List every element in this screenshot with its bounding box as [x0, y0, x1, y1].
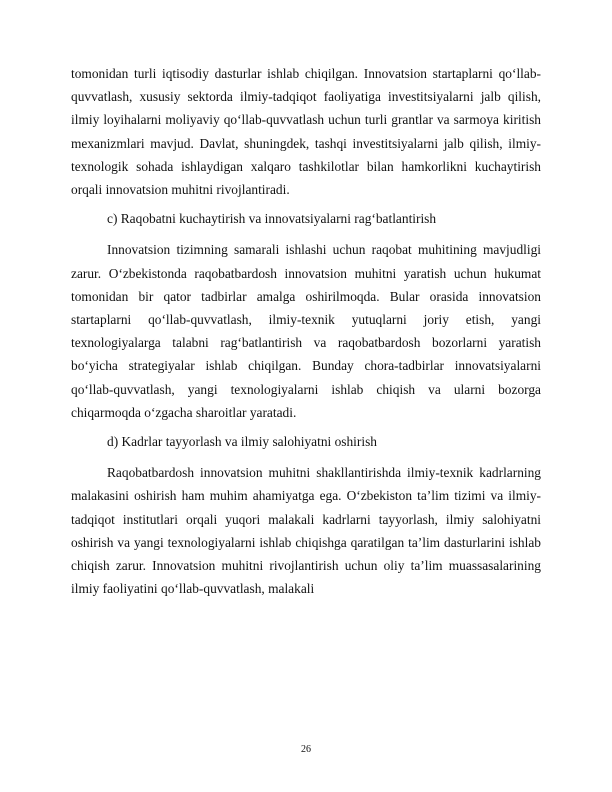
section-heading-c: c) Raqobatni kuchaytirish va innovatsiyalarni rag‘batlantirish	[107, 211, 437, 227]
body-text	[71, 62, 541, 600]
paragraph-competition: Innovatsion tizimning samarali ishlashi uchun raqobat muhitining mavjudligi zarur. O‘zbekistonda raqobatbardosh innovatsion muhitni yaratish uchun hukumat tomonidan bir qator tadbirlar amalga oshirilmoqda. Bular orasida innovatsion startaplarni qo‘llab-quvvatlash, ilmiy-texnik yutuqlarni joriy etish, yangi texnologiyalarga talabni rag‘batlantirish va raqobatbardosh bozorlarni yaratish bo‘yicha strategiyalar ishlab chiqilgan. Bunday chora-tadbirlar innovatsiyalarni qo‘llab-quvvatlash, yangi texnologiyalarni ishlab chiqish va ularni bozorga chiqarmoqda o‘zgacha sharoitlar yaratadi.	[71, 242, 541, 420]
paragraph-intro: tomonidan turli iqtisodiy dasturlar ishlab chiqilgan. Innovatsion startaplarni qo‘llab-quvvatlash, xususiy sektorda ilmiy-tadqiqot faoliyatiga investitsiyalarni jalb qilish, ilmiy loyihalarni moliyaviy qo‘llab-quvvatlash uchun turli grantlar va sarmoya kiritish mexanizmlari mavjud. Davlat, shuningdek, tashqi investitsiyalarni jalb qilish, ilmiy-texnologik sohada ishlaydigan xalqaro tashkilotlar bilan hamkorlikni kuchaytirish orqali innovatsion muhitni rivojlantiradi.	[71, 66, 541, 198]
paragraph-personnel: Raqobatbardosh innovatsion muhitni shakllantirishda ilmiy-texnik kadrlarning malakasini oshirish ham muhim ahamiyatga ega. O‘zbekiston ta’lim tizimi va ilmiy-tadqiqot institutlari orqali yuqori malakali kadrlarni tayyorlash, ilmiy salohiyatni oshirish va yangi texnologiyalarni ishlab chiqishga qaratilgan ta’lim dasturlarini ishlab chiqish zarur. Innovatsion muhitni rivojlantirish uchun oliy ta’lim muassasalarining ilmiy faoliyatini qo‘llab-quvvatlash, malakali	[71, 465, 541, 597]
page-number: 26	[301, 744, 311, 755]
section-heading-d: d) Kadrlar tayyorlash va ilmiy salohiyatni oshirish	[107, 434, 377, 450]
